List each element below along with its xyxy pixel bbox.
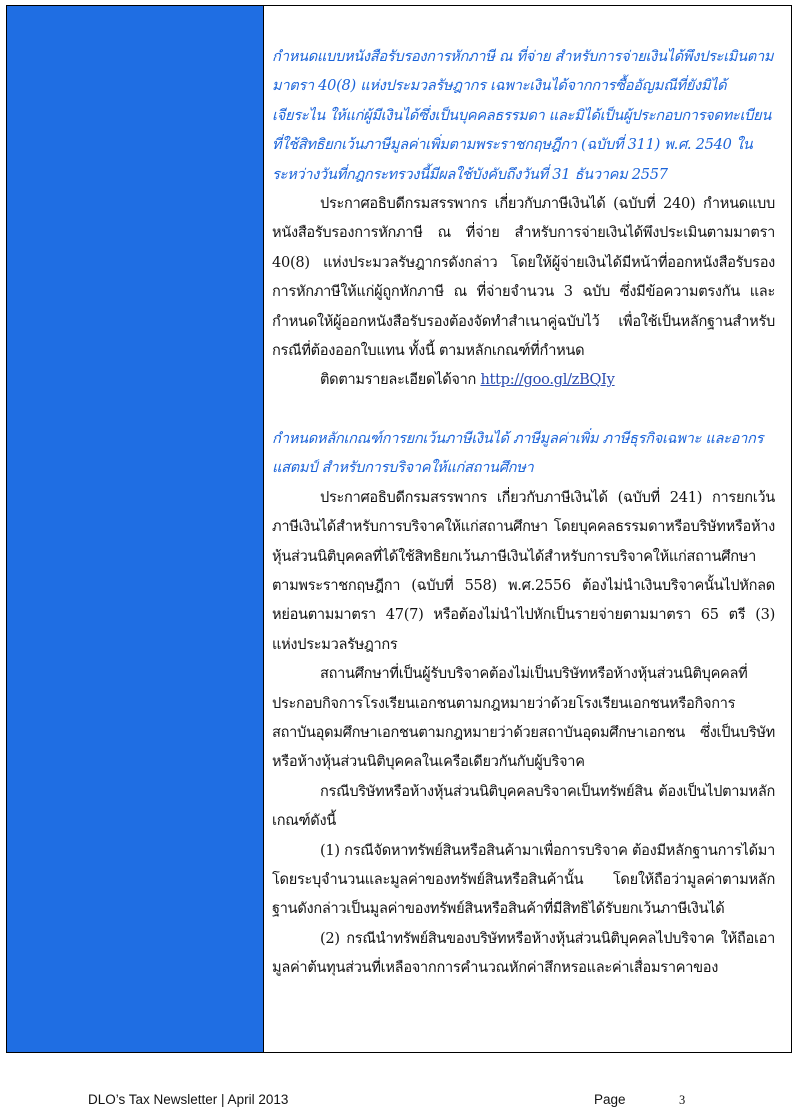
newsletter-title: DLO’s Tax Newsletter | April 2013 [88, 1092, 289, 1107]
page-footer [0, 1092, 800, 1114]
follow-label: ติดตามรายละเอียดได้จาก [320, 371, 477, 389]
donation-paragraph-2: สถานศึกษาที่เป็นผู้รับบริจาคต้องไม่เป็นบริษัทหรือห้างหุ้นส่วนนิติบุคคลที่ประกอบกิจการโรงเรียนเอกชนตามกฎหมายว่าด้วยโรงเรียนเอกชนหรือกิจการสถาบันอุดมศึกษาเอกชนตามกฎหมายว่าด้วยสถาบันอุดมศึกษาเอกชน ซึ่งเป็นบริษัทหรือห้างหุ้นส่วนนิติบุคคลในเครือเดียวกันกับผู้บริจาค [272, 665, 775, 771]
section-spacer [272, 395, 775, 424]
section-heading-education-donation: กำหนดหลักเกณฑ์การยกเว้นภาษีเงินได้ ภาษีมูลค่าเพิ่ม ภาษีธุรกิจเฉพาะ และอากรแสตมป์ สำหรับการบริจาคให้แก่สถานศึกษา [272, 429, 764, 477]
donation-rule-1: (1) กรณีจัดหาทรัพย์สินหรือสินค้ามาเพื่อการบริจาค ต้องมีหลักฐานการได้มา โดยระบุจำนวนและมูลค่าของทรัพย์สินหรือสินค้านั้น โดยให้ถือว่ามูลค่าตามหลักฐานดังกล่าวเป็นมูลค่าของทรัพย์สินหรือสินค้าที่มีสิทธิได้รับยกเว้นภาษีเงินได้ [272, 841, 775, 918]
page-label: Page [594, 1092, 626, 1107]
article-content [265, 6, 791, 1052]
follow-details-line [272, 365, 775, 394]
page-frame [6, 5, 792, 1053]
details-link[interactable]: http://goo.gl/zBQIy [480, 371, 615, 389]
section-heading-withholding-certificate: กำหนดแบบหนังสือรับรองการหักภาษี ณ ที่จ่าย สำหรับการจ่ายเงินได้พึงประเมินตามมาตรา 40(8) แห่งประมวลรัษฎากร เฉพาะเงินได้จากการซื้ออัญมณีที่ยังมิได้เจียระไน ให้แก่ผู้มีเงินได้ซึ่งเป็นบุคคลธรรมดา และมิได้เป็นผู้ประกอบการจดทะเบียนที่ใช้สิทธิยกเว้นภาษีมูลค่าเพิ่มตามพระราชกฤษฎีกา (ฉบับที่ 311) พ.ศ. 2540 ในระหว่างวันที่กฎกระทรวงนี้มีผลใช้บังคับถึงวันที่ 31 ธันวาคม 2557 [272, 48, 774, 183]
blue-sidebar [7, 6, 264, 1052]
donation-paragraph-3: กรณีบริษัทหรือห้างหุ้นส่วนนิติบุคคลบริจาคเป็นทรัพย์สิน ต้องเป็นไปตามหลักเกณฑ์ดังนี้ [272, 782, 775, 830]
section-body-withholding-certificate: ประกาศอธิบดีกรมสรรพากร เกี่ยวกับภาษีเงินได้ (ฉบับที่ 240) กำหนดแบบหนังสือรับรองการหักภาษี ณ ที่จ่าย สำหรับการจ่ายเงินได้พึงประเมินตามมาตรา 40(8) แห่งประมวลรัษฎากรดังกล่าว โดยให้ผู้จ่ายเงินได้มีหน้าที่ออกหนังสือรับรองการหักภาษีให้แก่ผู้ถูกหักภาษี ณ ที่จ่ายจำนวน 3 ฉบับ ซึ่งมีข้อความตรงกัน และกำหนดให้ผู้ออกหนังสือรับรองต้องจัดทำสำเนาคู่ฉบับไว้ เพื่อใช้เป็นหลักฐานสำหรับกรณีที่ต้องออกใบแทน ทั้งนี้ ตามหลักเกณฑ์ที่กำหนด [272, 195, 775, 360]
donation-paragraph-1: ประกาศอธิบดีกรมสรรพากร เกี่ยวกับภาษีเงินได้ (ฉบับที่ 241) การยกเว้นภาษีเงินได้สำหรับการบริจาคให้แก่สถานศึกษา โดยบุคคลธรรมดาหรือบริษัทหรือห้างหุ้นส่วนนิติบุคคลที่ได้ใช้สิทธิยกเว้นภาษีเงินได้สำหรับการบริจาคให้แก่สถานศึกษาตามพระราชกฤษฎีกา (ฉบับที่ 558) พ.ศ.2556 ต้องไม่นำเงินบริจาคนั้นไปหักลดหย่อนตามมาตรา 47(7) หรือต้องไม่นำไปหักเป็นรายจ่ายตามมาตรา 65 ตรี (3) แห่งประมวลรัษฎากร [272, 488, 775, 653]
page-number: 3 [679, 1093, 686, 1107]
donation-rule-2: (2) กรณีนำทรัพย์สินของบริษัทหรือห้างหุ้นส่วนนิติบุคคลไปบริจาค ให้ถือเอามูลค่าต้นทุนส่วนที่เหลือจากการคำนวณหักค่าสึกหรอและค่าเสื่อมราคาของ [272, 929, 775, 977]
